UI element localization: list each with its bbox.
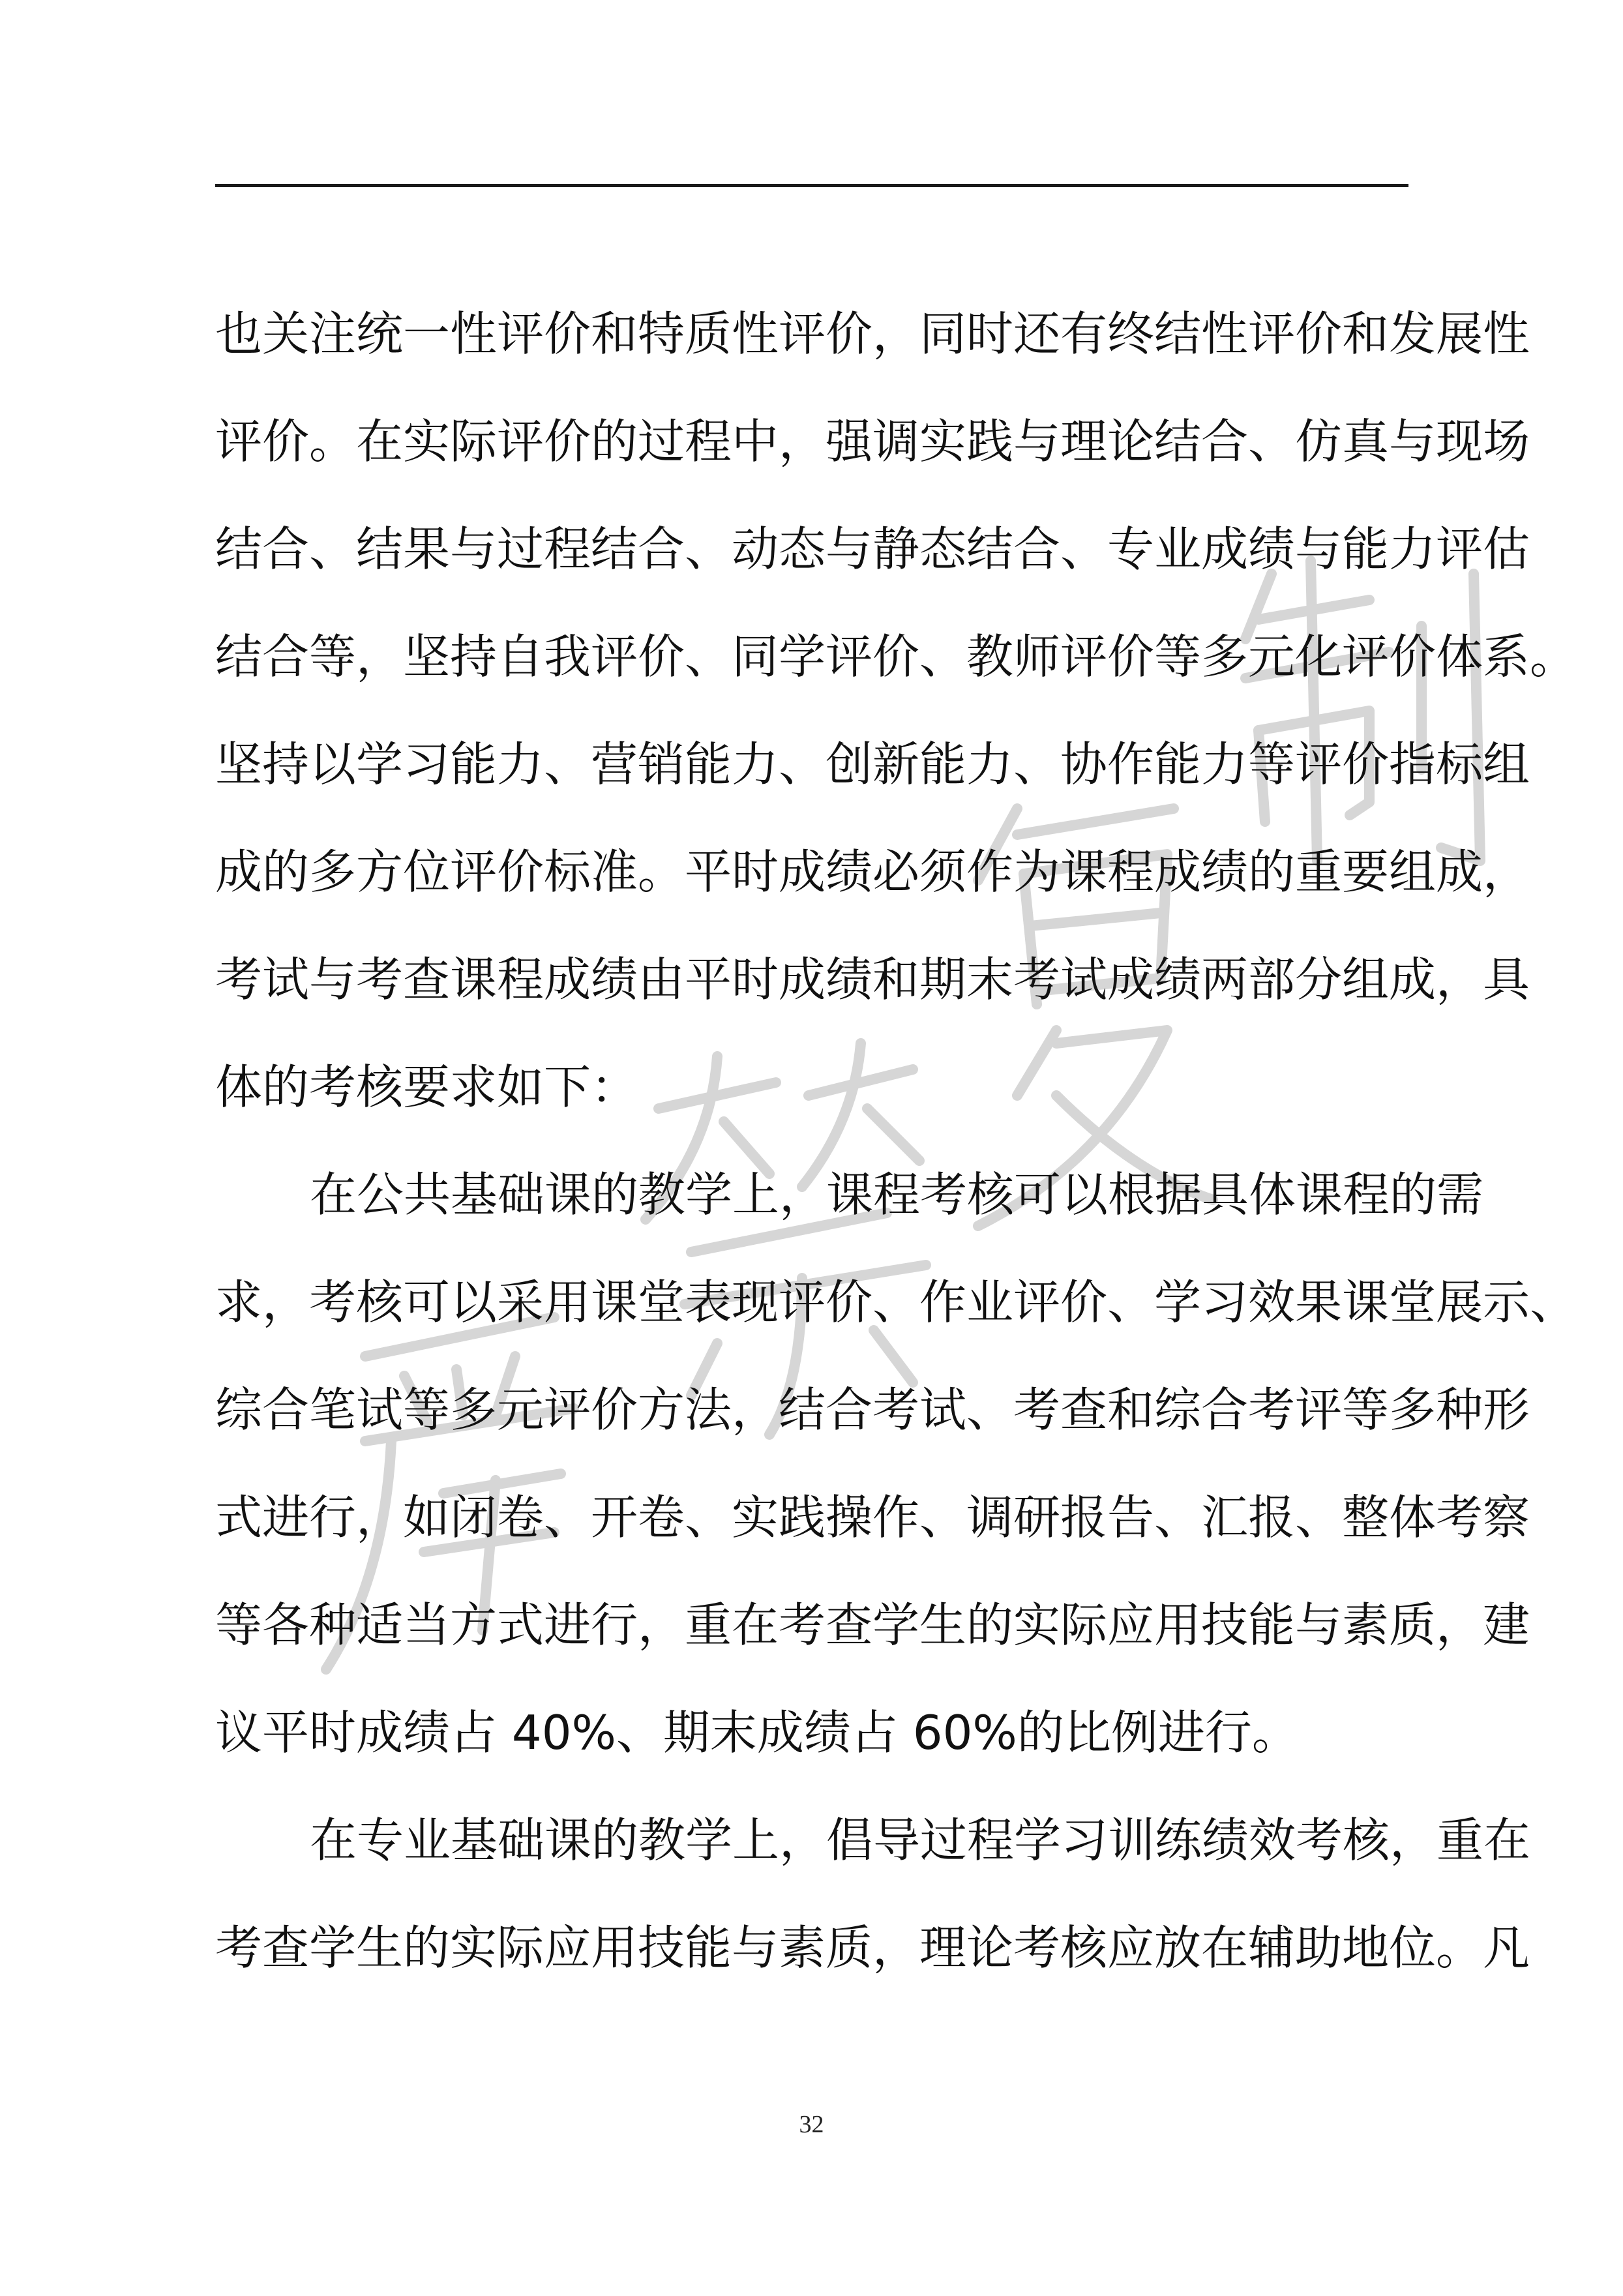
- text-line: 成的多方位评价标准。平时成绩必须作为课程成绩的重要组成，: [215, 844, 1530, 899]
- text-line: 议平时成绩占 40%、期末成绩占 60%的比例进行。: [215, 1705, 1299, 1760]
- text-line: 也关注统一性评价和特质性评价，同时还有终结性评价和发展性: [215, 306, 1530, 361]
- text-line: 坚持以学习能力、营销能力、创新能力、协作能力等评价指标组: [215, 737, 1530, 792]
- body-text: [215, 280, 1577, 2002]
- text-line: 结合、结果与过程结合、动态与静态结合、专业成绩与能力评估: [215, 522, 1530, 576]
- text-line: 等各种适当方式进行，重在考查学生的实际应用技能与素质，建: [215, 1598, 1530, 1652]
- page-number: 32: [799, 2111, 824, 2138]
- text-line: 结合等，坚持自我评价、同学评价、教师评价等多元化评价体系。: [215, 629, 1577, 684]
- text-line: 在专业基础课的教学上，倡导过程学习训练绩效考核，重在: [310, 1813, 1531, 1868]
- text-line: 评价。在实际评价的过程中，强调实践与理论结合、仿真与现场: [215, 414, 1530, 469]
- text-line: 在公共基础课的教学上，课程考核可以根据具体课程的需: [310, 1167, 1484, 1222]
- text-line: 综合笔试等多元评价方法，结合考试、考查和综合考评等多种形: [215, 1382, 1530, 1437]
- header-rule: [215, 184, 1408, 187]
- text-line: 求，考核可以采用课堂表现评价、作业评价、学习效果课堂展示、: [215, 1275, 1577, 1330]
- text-line: 考查学生的实际应用技能与素质，理论考核应放在辅助地位。凡: [215, 1920, 1530, 1975]
- text-line: 考试与考查课程成绩由平时成绩和期末考试成绩两部分组成，具: [215, 952, 1530, 1007]
- text-line: 体的考核要求如下：: [215, 1060, 638, 1114]
- text-line: 式进行，如闭卷、开卷、实践操作、调研报告、汇报、整体考察: [215, 1490, 1530, 1545]
